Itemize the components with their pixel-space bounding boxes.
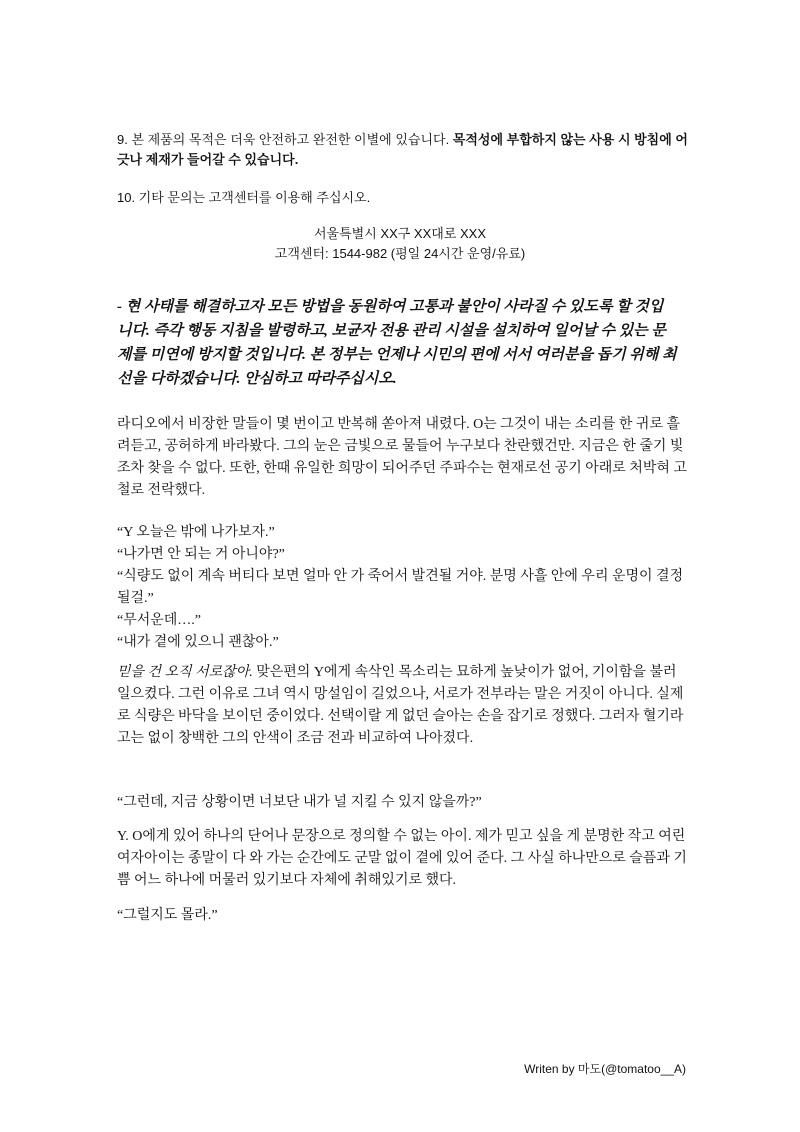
terms-item-9	[117, 130, 697, 170]
author-credit: Writen by 마도(@tomatoo__A)	[524, 1062, 686, 1076]
dialogue-line-3	[117, 905, 689, 927]
story-paragraph-text	[117, 662, 689, 750]
customer-center-phone: 고객센터: 1544-982 (평일 24시간 운영/유료)	[274, 246, 526, 261]
terms-item-10: 10. 기타 문의는 고객센터를 이용해 주십시오.	[117, 190, 371, 205]
dialogue-line: “무서운데….”	[117, 613, 202, 628]
inner-thought: 믿을 건 오직 서로잖아.	[117, 665, 253, 680]
story-paragraph-rest: 맞은편의 Y에게 속삭인 목소리는 묘하게 높낮이가 없어, 기이함을 불러일으켰다. 그런 이유로 그녀 역시 망설임이 길었으나, 서로가 전부라는 말은 거짓이 아니다. 실제로 식량은 바닥을 보이던 중이었다. 선택이랄 게 없던 슬아는 손을 잡기로 정했다. 그러자 혈기라고는 없이 창백한 그의 안색이 조금 전과 비교하여 나아졌다.	[117, 665, 684, 746]
address-line: 서울특별시 XX구 XX대로 XXX	[314, 226, 486, 241]
terms-item-9-warning: 목적성에 부합하지 않는 사용 시 방침에 어긋나 제재가 들어갈 수 있습니다.	[117, 132, 688, 167]
customer-center-address	[100, 224, 700, 264]
dialogue-line: “식량도 없이 계속 버티다 보면 얼마 안 가 죽어서 발견될 거야. 분명 사흘 안에 우리 운명이 결정될걸.”	[117, 569, 684, 606]
dialogue-line-2	[117, 792, 689, 814]
dialogue-line: “나가면 안 되는 거 아니야?”	[117, 547, 285, 562]
story-paragraph-2	[117, 662, 689, 750]
dialogue-line: “그런데, 지금 상황이면 너보단 내가 널 지킬 수 있지 않을까?”	[117, 795, 482, 810]
dialogue-line: “그럴지도 몰라.”	[117, 908, 218, 923]
story-paragraph-3	[117, 826, 689, 892]
story-paragraph-text: 라디오에서 비장한 말들이 몇 번이고 반복해 쏟아져 내렸다. O는 그것이 내는 소리를 한 귀로 흘려듣고, 공허하게 바라봤다. 그의 눈은 금빛으로 물들어 누구보다 찬란했건만. 지금은 한 줄기 빛조차 찾을 수 없다. 또한, 한때 유일한 희망이 되어주던 주파수는 현재로선 공기 아래로 처박혀 고철로 전락했다.	[117, 417, 687, 498]
government-notice: - 현 사태를 해결하고자 모든 방법을 동원하여 고통과 불안이 사라질 수 있도록 할 것입니다. 즉각 행동 지침을 발령하고, 보균자 전용 관리 시설을 설치하여 일어날 수 있는 문제를 미연에 방지할 것입니다. 본 정부는 언제나 시민의 편에 서서 여러분을 돕기 위해 최선을 다하겠습니다. 안심하고 따라주십시오.	[117, 299, 677, 387]
terms-item-9-text: 9. 본 제품의 목적은 더욱 안전하고 완전한 이별에 있습니다.	[117, 132, 453, 147]
dialogue-block-1	[117, 522, 689, 654]
story-paragraph-text: Y. O에게 있어 하나의 단어나 문장으로 정의할 수 없는 아이. 제가 믿고 싶을 게 분명한 작고 여린 여자아이는 종말이 다 와 가는 순간에도 군말 없이 곁에 있어 준다. 그 사실 하나만으로 슬픔과 기쁨 어느 하나에 머물러 있기보다 자체에 취해있기로 했다.	[117, 829, 687, 888]
dialogue-line: “Y 오늘은 밖에 나가보자.”	[117, 525, 275, 540]
dialogue-line: “내가 곁에 있으니 괜찮아.”	[117, 635, 279, 650]
story-paragraph-1	[117, 414, 689, 502]
